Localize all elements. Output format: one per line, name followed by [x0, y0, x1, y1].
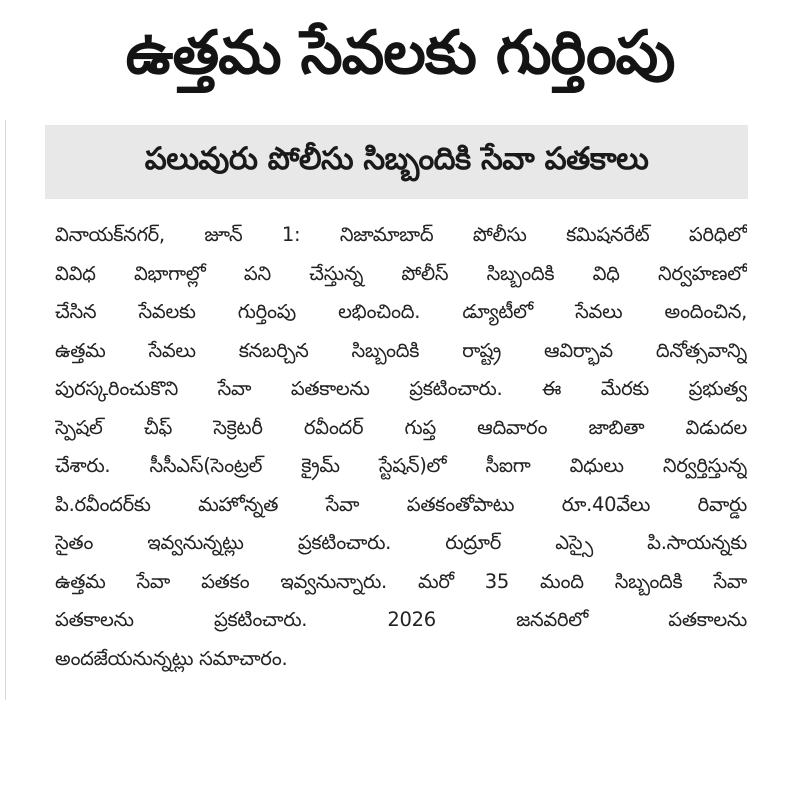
- subheadline-box: [45, 125, 748, 199]
- article-line: ఉత్తమ సేవా పతకం ఇవ్వనున్నారు. మరో 35 మంది సిబ్బందికి సేవా: [55, 569, 747, 593]
- article-line: అందజేయనున్నట్లు సమాచారం.: [55, 646, 288, 670]
- article-line: చేసిన సేవలకు గుర్తింపు లభించింది. డ్యూటీలో సేవలు అందించిన,: [55, 300, 747, 323]
- article-line: వివిధ విభాగాల్లో పని చేస్తున్న పోలీస్ సిబ్బందికి విధి నిర్వహణలో: [55, 261, 747, 285]
- article-line: ఉత్తమ సేవలు కనబర్చిన సిబ్బందికి రాష్ట్ర ఆవిర్భావ దినోత్సవాన్ని: [55, 338, 747, 362]
- article-line: సైతం ఇవ్వనున్నట్లు ప్రకటించారు. రుద్రూర్ ఎస్సై పి.సాయన్నకు: [55, 531, 747, 554]
- subheadline: పలువురు పోలీసు సిబ్బందికి సేవా పతకాలు: [144, 140, 649, 177]
- article-line: స్పెషల్ చీఫ్ సెక్రెటరీ రవీందర్ గుప్త ఆదివారం జాబితా విడుదల: [55, 415, 747, 439]
- column-rule: [5, 120, 6, 700]
- headline: ఉత్తమ సేవలకు గుర్తింపు: [125, 18, 675, 88]
- article-line: వినాయక్‌నగర్, జూన్ 1: నిజామాబాద్ పోలీసు కమిషనరేట్ పరిధిలో: [55, 223, 747, 246]
- article-body: [55, 216, 747, 678]
- article-line: పి.రవీందర్‌కు మహోన్నత సేవా పతకంతోపాటు రూ.40వేలు రివార్డు: [55, 492, 747, 516]
- article-line: చేశారు. సీసీఎస్(సెంట్రల్ క్రైమ్ స్టేషన్)లో సీఐగా విధులు నిర్వర్తిస్తున్న: [55, 454, 747, 477]
- article-line: పురస్కరించుకొని సేవా పతకాలను ప్రకటించారు. ఈ మేరకు ప్రభుత్వ: [55, 377, 747, 400]
- article-line: పతకాలను ప్రకటించారు. 2026 జనవరిలో పతకాలను: [55, 608, 747, 631]
